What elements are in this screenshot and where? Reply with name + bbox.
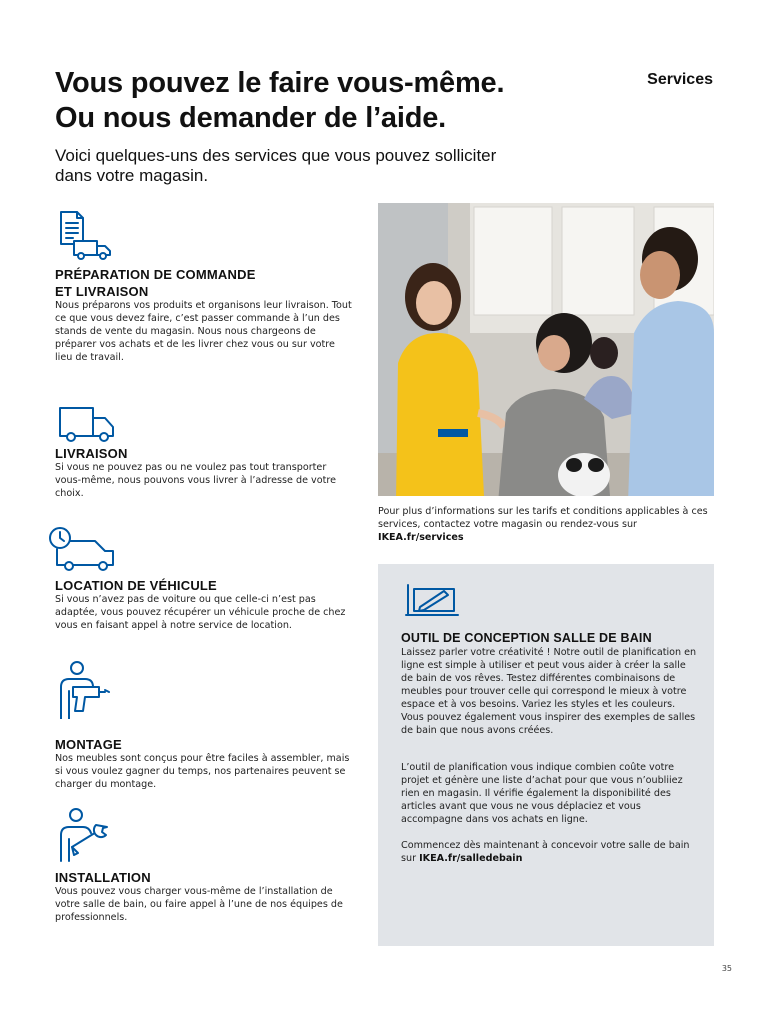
section-label: Services [647, 71, 713, 88]
truck-icon [57, 392, 119, 452]
planning-tool-title: OUTIL DE CONCEPTION SALLE DE BAIN [401, 631, 652, 645]
service-title: PRÉPARATION DE COMMANDE ET LIVRAISON [55, 267, 256, 299]
photo-caption: Pour plus d’informations sur les tarifs et conditions applicables à ces services, contactez votre magasin ou rendez-vous sur IKEA.fr/services [378, 506, 708, 543]
service-title: LOCATION DE VÉHICULE [55, 578, 217, 593]
service-title: LIVRAISON [55, 446, 128, 461]
planning-tool-paragraph: Commencez dès maintenant à concevoir votre salle de bain sur IKEA.fr/salledebain [401, 840, 690, 864]
person-drill-icon [55, 659, 117, 719]
store-photo [378, 203, 714, 496]
title-line-2: Ou nous demander de l’aide. [55, 102, 447, 134]
clock-van-icon [47, 521, 119, 581]
design-tool-icon [404, 583, 460, 621]
service-title: INSTALLATION [55, 870, 151, 885]
page-number: 35 [721, 964, 732, 973]
planning-tool-paragraph: L’outil de planification vous indique combien coûte votre projet et génère une liste d’achat pour que vous n’oubliiez rien en magasin. Il vérifie également la disponibilité des articles avant que vous ne vous déplaciez et vous accompagne dans vos achats en ligne. [401, 762, 683, 825]
document-truck-icon [57, 208, 119, 268]
service-title: MONTAGE [55, 737, 122, 752]
service-description: Si vous n’avez pas de voiture ou que celle-ci n’est pas adaptée, vous pouvez récupérer un véhicule proche de chez vous en faisant appel à notre service de location. [55, 594, 346, 631]
person-wrench-icon [56, 805, 118, 865]
page-subtitle: Voici quelques-uns des services que vous pouvez solliciter dans votre magasin. [55, 146, 497, 185]
planning-tool-paragraph: Laissez parler votre créativité ! Notre outil de planification en ligne est simple à utiliser et peut vous aider à créer la salle de bain de vos rêves. Testez différentes combinaisons de meubles pour trouver celle qui correspond le mieux à votre espace et à vos besoins. Variez les styles et les couleurs. Vous pouvez également vous inspirer des exemples de salles de bain que nous avons créées. [401, 647, 697, 736]
service-description: Si vous ne pouvez pas ou ne voulez pas tout transporter vous-même, nous pouvons vous livrer à l’adresse de votre choix. [55, 462, 336, 499]
service-description: Nous préparons vos produits et organisons leur livraison. Tout ce que vous devez faire, c’est passer commande à l’un des stands de vente du magasin. Nous nous chargeons de préparer vos achats et de les livrer chez vous ou sur votre lieu de travail. [55, 300, 352, 363]
service-description: Nos meubles sont conçus pour être faciles à assembler, mais si vous voulez gagner du temps, nos partenaires peuvent se charger du montage. [55, 753, 350, 790]
service-description: Vous pouvez vous charger vous-même de l’installation de votre salle de bain, ou faire appel à l’une de nos équipes de professionnels. [55, 886, 343, 923]
salledebain-link[interactable]: IKEA.fr/salledebain [419, 853, 523, 864]
title-line-1: Vous pouvez le faire vous-même. [55, 67, 505, 99]
planning-tool-panel [378, 564, 714, 946]
page-title [55, 66, 615, 136]
services-link[interactable]: IKEA.fr/services [378, 532, 464, 543]
